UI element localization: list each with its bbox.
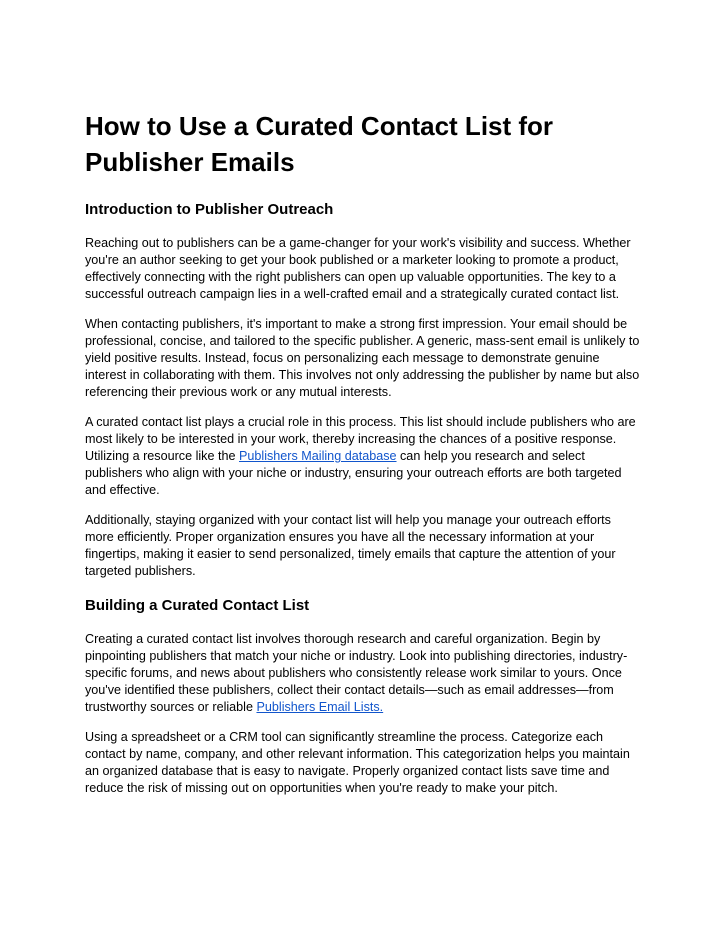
document-page — [85, 108, 641, 797]
paragraph-intro-2: When contacting publishers, it's important to make a strong first impression. Your email should be professional, concise, and tailored to the specific publisher. A generic, mass-sent email is unlikely to yield positive results. Instead, focus on personalizing each message to demonstrate genuine interest in collaborating with them. This involves not only addressing the publisher by name but also referencing their previous work or any mutual interests. — [85, 317, 640, 399]
section-heading-building: Building a Curated Contact List — [85, 597, 310, 614]
paragraph-building-1 — [85, 631, 641, 716]
paragraph-intro-1: Reaching out to publishers can be a game-changer for your work's visibility and success. Whether you're an author seeking to get your book published or a marketer looking to promote a product, effectively connecting with the right publishers can open up valuable opportunities. The key to a successful outreach campaign lies in a well-crafted email and a strategically curated contact list. — [85, 236, 631, 301]
section-heading-introduction: Introduction to Publisher Outreach — [85, 201, 334, 218]
paragraph-text: can help you research and select publishers who align with your niche or industry, ensuring your outreach efforts are both targeted and effective. — [85, 449, 622, 497]
paragraph-building-2: Using a spreadsheet or a CRM tool can significantly streamline the process. Categorize each contact by name, company, and other relevant information. This categorization helps you maintain an organized database that is easy to navigate. Properly organized contact lists save time and reduce the risk of missing out on opportunities when you're ready to make your pitch. — [85, 730, 630, 795]
paragraph-intro-3 — [85, 414, 641, 499]
paragraph-text: A curated contact list plays a crucial role in this process. This list should include publishers who are most likely to be interested in your work, thereby increasing the chances of a positive response. Utilizing a resource like the — [85, 415, 636, 463]
page-title: How to Use a Curated Contact List for Publisher Emails — [85, 111, 554, 177]
publishers-mailing-database-link[interactable]: Publishers Mailing database — [239, 449, 397, 463]
paragraph-intro-4: Additionally, staying organized with your contact list will help you manage your outreach efforts more efficiently. Proper organization ensures you have all the necessary information at your fingertips, making it easier to send personalized, timely emails that capture the attention of your targeted publishers. — [85, 513, 616, 578]
paragraph-text: Creating a curated contact list involves thorough research and careful organization. Begin by pinpointing publishers that match your niche or industry. Look into publishing directories, industry-specific forums, and news about publishers who consistently release work similar to yours. Once you've identified these publishers, collect their contact details—such as email addresses—from trustworthy sources or reliable — [85, 632, 628, 714]
publishers-email-lists-link[interactable]: Publishers Email Lists. — [256, 700, 384, 714]
